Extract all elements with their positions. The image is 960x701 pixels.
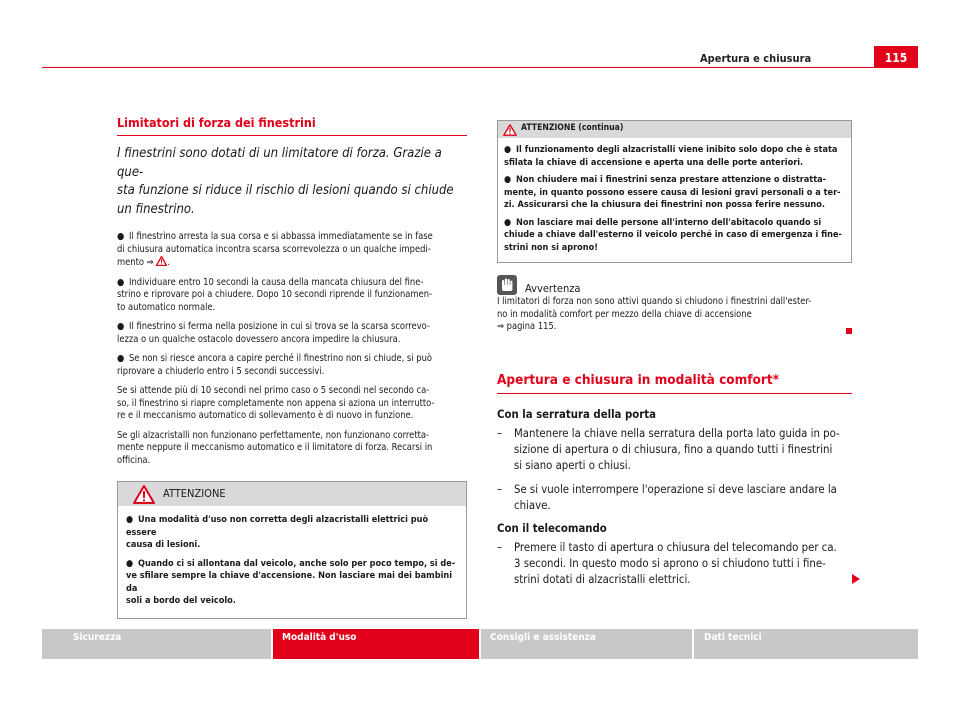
warning-box-header	[498, 121, 851, 138]
note-text: I limitatori di forza non sono attivi quando si chiudono i finestrini dall'ester- no in modalità comfort per mezzo della chiave di accensione ⇒ pagina 115.	[497, 296, 812, 332]
warning-triangle-icon	[503, 124, 517, 136]
section-rule	[497, 393, 852, 394]
warning-triangle-icon	[133, 485, 155, 504]
footer-tab-modalita-uso[interactable]	[273, 629, 479, 659]
right-column	[497, 120, 852, 596]
warning-item: ● Non lasciare mai delle persone all'interno dell'abitacolo quando si chiude a chiave dall'esterno il veicolo perché in caso di emergenza i fine- strini non si aprono!	[504, 217, 842, 253]
subheading-door-lock: Con la serratura della porta	[497, 407, 656, 421]
footer-tab-label: Consigli e assistenza	[490, 632, 596, 643]
step-item: – Premere il tasto di apertura o chiusura del telecomando per ca. 3 secondi. In questo modo si aprono o si chiudono tutti i fine- strini dotati di alzacristalli elettrici.	[497, 540, 837, 586]
warning-box-title: ATTENZIONE	[163, 487, 226, 500]
cross-ref-arrow[interactable]: ⇒	[146, 257, 154, 268]
warning-box	[117, 481, 467, 619]
warning-item: ● Il funzionamento degli alzacristalli viene inibito solo dopo che è stata sfilata la chiave di accensione e aperta una delle porte anteriori.	[504, 145, 838, 168]
section-rule	[117, 135, 467, 136]
note-header	[497, 275, 852, 295]
footer-tab-label: Modalità d'uso	[282, 632, 357, 643]
warning-item: ● Non chiudere mai i finestrini senza prestare attenzione o distratta- mente, in quanto possono essere causa di lesioni gravi personali o a ter- zi. Assicurarsi che la chiusura dei finestrini non possa ferire nessuno.	[504, 175, 841, 210]
bullet-item: ● Il finestrino arresta la sua corsa e si abbassa immediatamente se in fase di chiusura automatica incontra scarsa scorrevolezza o un qualche impedi- mento ⇒ .	[117, 231, 433, 268]
paragraph: Se si attende più di 10 secondi nel primo caso o 5 secondi nel secondo ca- so, il finestrino si riapre completamente non appena si aziona un interrutto- re e il meccanismo automatico di sollevamento è di nuovo in funzione.	[117, 385, 435, 421]
footer-tab-label: Sicurezza	[73, 632, 122, 643]
warning-item: ● Una modalità d'uso non corretta degli alzacristalli elettrici può essere causa di lesioni.	[126, 515, 429, 550]
warning-box-header	[118, 482, 466, 506]
section-title-comfort: Apertura e chiusura in modalità comfort*	[497, 371, 780, 388]
warning-triangle-icon	[156, 256, 167, 266]
note-hand-icon	[497, 275, 517, 295]
bullet-item: ● Se non si riesce ancora a capire perché il finestrino non si chiude, si può riprovare a chiuderlo entro i 5 secondi successivi.	[117, 353, 432, 377]
continue-arrow-icon[interactable]	[852, 574, 860, 584]
warning-box-title: ATTENZIONE (continua)	[521, 123, 624, 133]
footer-tab-sicurezza[interactable]	[42, 629, 271, 659]
warning-box-body	[498, 138, 851, 262]
note-title: Avvertenza	[525, 281, 581, 295]
running-header-title: Apertura e chiusura	[700, 52, 812, 65]
page-number: 115	[874, 46, 918, 68]
warning-box-body	[118, 506, 466, 618]
header-rule	[42, 67, 918, 68]
footer-tab-dati-tecnici[interactable]	[694, 629, 918, 659]
bullet-item: ● Individuare entro 10 secondi la causa della mancata chiusura del fine- strino e riprovare poi a chiudere. Dopo 10 secondi riprende il funzionamen- to automatico normale.	[117, 276, 433, 313]
footer-tab-label: Dati tecnici	[704, 632, 762, 643]
step-item: – Mantenere la chiave nella serratura della porta lato guida in po- sizione di apertura o di chiusura, fino a quando tutti i finestrini si siano aperti o chiusi.	[497, 426, 840, 472]
subheading-remote: Con il telecomando	[497, 521, 607, 535]
step-item: – Se si vuole interrompere l'operazione si deve lasciare andare la chiave.	[497, 482, 837, 512]
warning-item: ● Quando ci si allontana dal veicolo, anche solo per poco tempo, si de- ve sfilare sempre la chiave d'accensione. Non lasciare mai dei bambini da soli a bordo del veicolo.	[126, 558, 456, 606]
left-column	[117, 115, 467, 619]
footer-tab-consigli-assistenza[interactable]	[481, 629, 692, 659]
warning-box-continued	[497, 120, 852, 263]
section-title-force-limiter: Limitatori di forza dei finestrini	[117, 115, 316, 130]
bullet-item: ● Il finestrino si ferma nella posizione in cui si trova se la scarsa scorrevo- lezza o un qualche ostacolo dovessero ancora impedire la chiusura.	[117, 321, 430, 345]
paragraph: Se gli alzacristalli non funzionano perfettamente, non funzionano corretta- mente neppure il meccanismo automatico e il limitatore di forza. Recarsi in officina.	[117, 429, 433, 466]
end-of-section-marker	[846, 328, 852, 334]
intro-text: I finestrini sono dotati di un limitatore di forza. Grazie a que- sta funzione si riduce il rischio di lesioni quando si chiude un finestrino.	[117, 146, 454, 217]
